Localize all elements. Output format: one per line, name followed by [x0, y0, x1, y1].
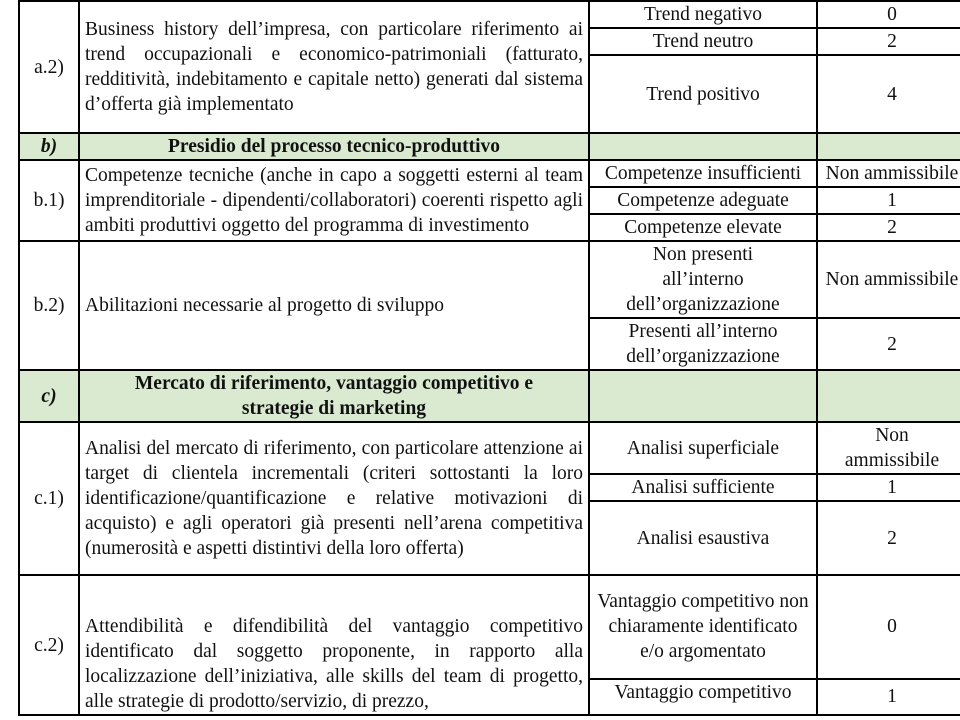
section-title: Presidio del processo tecnico-produttivo — [79, 133, 589, 160]
section-title: Mercato di riferimento, vantaggio competitivo e strategie di marketing — [79, 370, 589, 422]
section-header-b — [19, 133, 960, 160]
level-label: Non presenti all’interno dell’organizzazione — [589, 241, 817, 318]
criterion-description: Abilitazioni necessarie al progetto di sviluppo — [79, 241, 589, 370]
level-score: 1 — [817, 474, 960, 501]
level-label: Competenze insufficienti — [589, 160, 817, 187]
criterion-row-c1 — [19, 422, 960, 474]
level-label: Trend neutro — [589, 28, 817, 55]
criterion-description: Competenze tecniche (anche in capo a soggetti esterni al team imprenditoriale - dipendenti/collaboratori) coerenti rispetto agli ambiti produttivi oggetto del programma di investimento — [79, 160, 589, 241]
evaluation-criteria-table — [18, 0, 960, 716]
level-label: Trend positivo — [589, 55, 817, 133]
criterion-description: Attendibilità e difendibilità del vantaggio competitivo identificato dal soggetto proponente, in rapporto alla localizzazione dell’iniziativa, alle skills del team di progetto, alle strategie di prodotto/servizio, di prezzo, — [79, 575, 589, 715]
level-score: 2 — [817, 214, 960, 241]
level-score: 4 — [817, 55, 960, 133]
level-label: Vantaggio competitivo — [589, 679, 817, 715]
level-label: Analisi esaustiva — [589, 501, 817, 575]
criterion-description: Analisi del mercato di riferimento, con particolare attenzione ai target di clientela incrementali (criteri sottostanti la loro identificazione/quantificazione e relative motivazioni di acquisto) e agli operatori già presenti nell’arena competitiva (numerosità e aspetti distintivi della loro offerta) — [79, 422, 589, 575]
level-score: 0 — [817, 575, 960, 679]
criterion-code: b.2) — [19, 241, 79, 370]
criterion-code: c.2) — [19, 575, 79, 715]
level-score: Non ammissibile — [817, 160, 960, 187]
criterion-row-c2 — [19, 575, 960, 679]
level-label: Presenti all’interno dell’organizzazione — [589, 318, 817, 370]
level-score: Non ammissibile — [817, 241, 960, 318]
level-score: 0 — [817, 1, 960, 28]
criterion-description: Business history dell’impresa, con particolare riferimento ai trend occupazionali e economico-patrimoniali (fatturato, redditività, indebitamento e capitale netto) generati dal sistema d’offerta già implementato — [79, 1, 589, 133]
criterion-code: c.1) — [19, 422, 79, 575]
level-score: Non ammissibile — [817, 422, 960, 474]
level-score: 2 — [817, 318, 960, 370]
level-label: Trend negativo — [589, 1, 817, 28]
criterion-code: a.2) — [19, 1, 79, 133]
level-label: Analisi superficiale — [589, 422, 817, 474]
level-label: Competenze elevate — [589, 214, 817, 241]
criterion-code: b.1) — [19, 160, 79, 241]
criterion-row-b2 — [19, 241, 960, 318]
section-code: b) — [19, 133, 79, 160]
level-score: 1 — [817, 679, 960, 715]
section-header-c — [19, 370, 960, 422]
level-label: Analisi sufficiente — [589, 474, 817, 501]
level-score: 2 — [817, 28, 960, 55]
level-label: Vantaggio competitivo non chiaramente identificato e/o argomentato — [589, 575, 817, 679]
criterion-row-a2 — [19, 1, 960, 28]
level-score: 2 — [817, 501, 960, 575]
criterion-row-b1 — [19, 160, 960, 187]
section-code: c) — [19, 370, 79, 422]
level-score: 1 — [817, 187, 960, 214]
level-label: Competenze adeguate — [589, 187, 817, 214]
